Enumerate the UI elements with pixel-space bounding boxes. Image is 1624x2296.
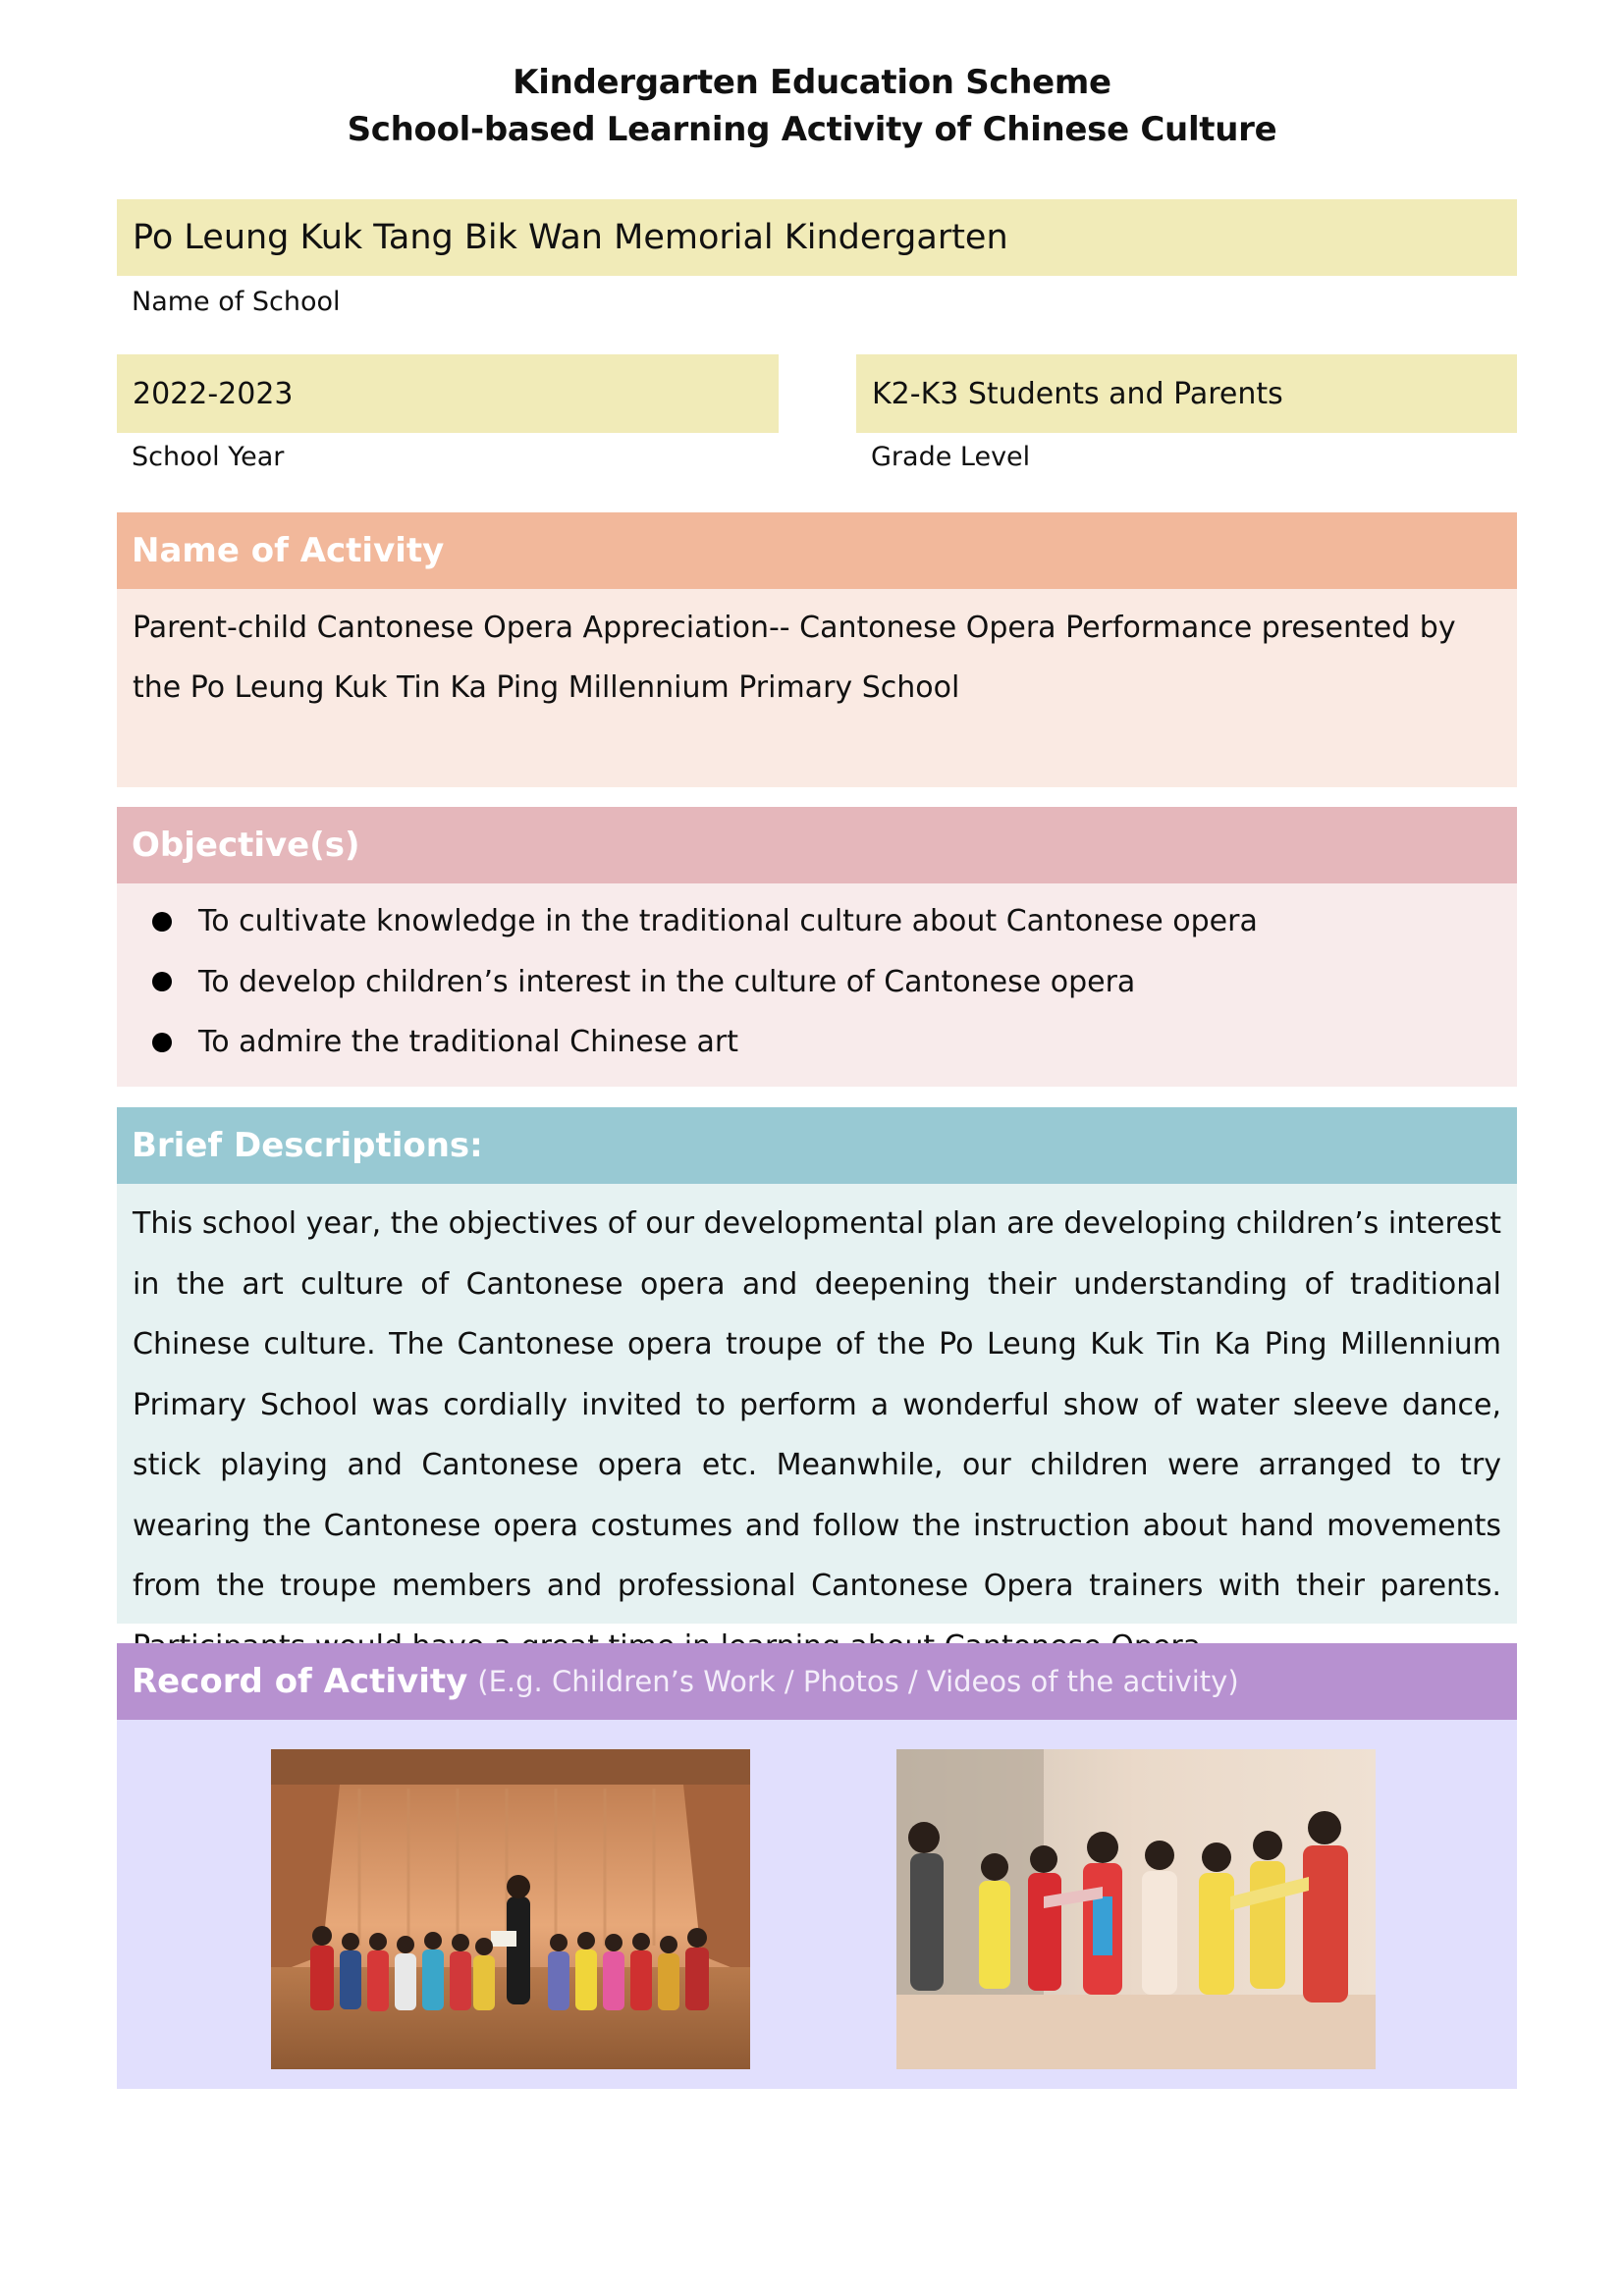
- bullet-icon: [152, 972, 172, 991]
- objectives-heading: Objective(s): [117, 807, 1517, 883]
- activity-heading: Name of Activity: [117, 512, 1517, 589]
- record-heading: [117, 1643, 1517, 1720]
- bullet-icon: [152, 1033, 172, 1052]
- objective-text: To develop children’s interest in the culture of Cantonese opera: [198, 964, 1136, 999]
- school-year-field: [117, 354, 779, 433]
- activity-photo-group: [271, 1749, 750, 2069]
- grade-level-field: [856, 354, 1517, 433]
- school-year-label: School Year: [132, 442, 285, 472]
- objectives-list: [133, 883, 1501, 1073]
- document-title: [0, 59, 1624, 153]
- bullet-icon: [152, 912, 172, 932]
- record-title: Record of Activity: [132, 1662, 468, 1701]
- activity-body: [117, 589, 1517, 787]
- school-name-label: Name of School: [132, 287, 341, 317]
- objective-text: To admire the traditional Chinese art: [198, 1025, 738, 1060]
- description-body: [117, 1184, 1517, 1624]
- activity-text: Parent-child Cantonese Opera Appreciation-- Cantonese Opera Performance presented by the Po Leung Kuk Tin Ka Ping Millennium Primary School: [133, 611, 1456, 705]
- school-name-value: Po Leung Kuk Tang Bik Wan Memorial Kindergarten: [133, 218, 1008, 257]
- record-subtitle: (E.g. Children’s Work / Photos / Videos of the activity): [477, 1665, 1239, 1698]
- description-text: This school year, the objectives of our developmental plan are developing children’s interest in the art culture of Cantonese opera and deepening their understanding of traditional Chinese culture. The Cantonese opera troupe of the Po Leung Kuk Tin Ka Ping Millennium Primary School was cordially invited to perform a wonderful show of water sleeve dance, stick playing and Cantonese opera etc. Meanwhile, our children were arranged to try wearing the Cantonese opera costumes and follow the instruction about hand movements from the troupe members and professional Cantonese Opera trainers with their parents.: [133, 1206, 1501, 1603]
- school-year-value: 2022-2023: [133, 376, 294, 411]
- title-line-2: School-based Learning Activity of Chinese Culture: [347, 110, 1277, 149]
- objective-text: To cultivate knowledge in the traditional culture about Cantonese opera: [198, 904, 1258, 939]
- description-heading: Brief Descriptions:: [117, 1107, 1517, 1184]
- list-item: [133, 891, 1501, 952]
- activity-photo-costume: [896, 1749, 1376, 2069]
- objectives-body: [117, 883, 1517, 1087]
- school-name-field: [117, 199, 1517, 276]
- grade-level-value: K2-K3 Students and Parents: [872, 376, 1283, 411]
- grade-level-label: Grade Level: [871, 442, 1031, 472]
- list-item: [133, 952, 1501, 1013]
- list-item: [133, 1012, 1501, 1073]
- title-line-1: Kindergarten Education Scheme: [513, 63, 1111, 102]
